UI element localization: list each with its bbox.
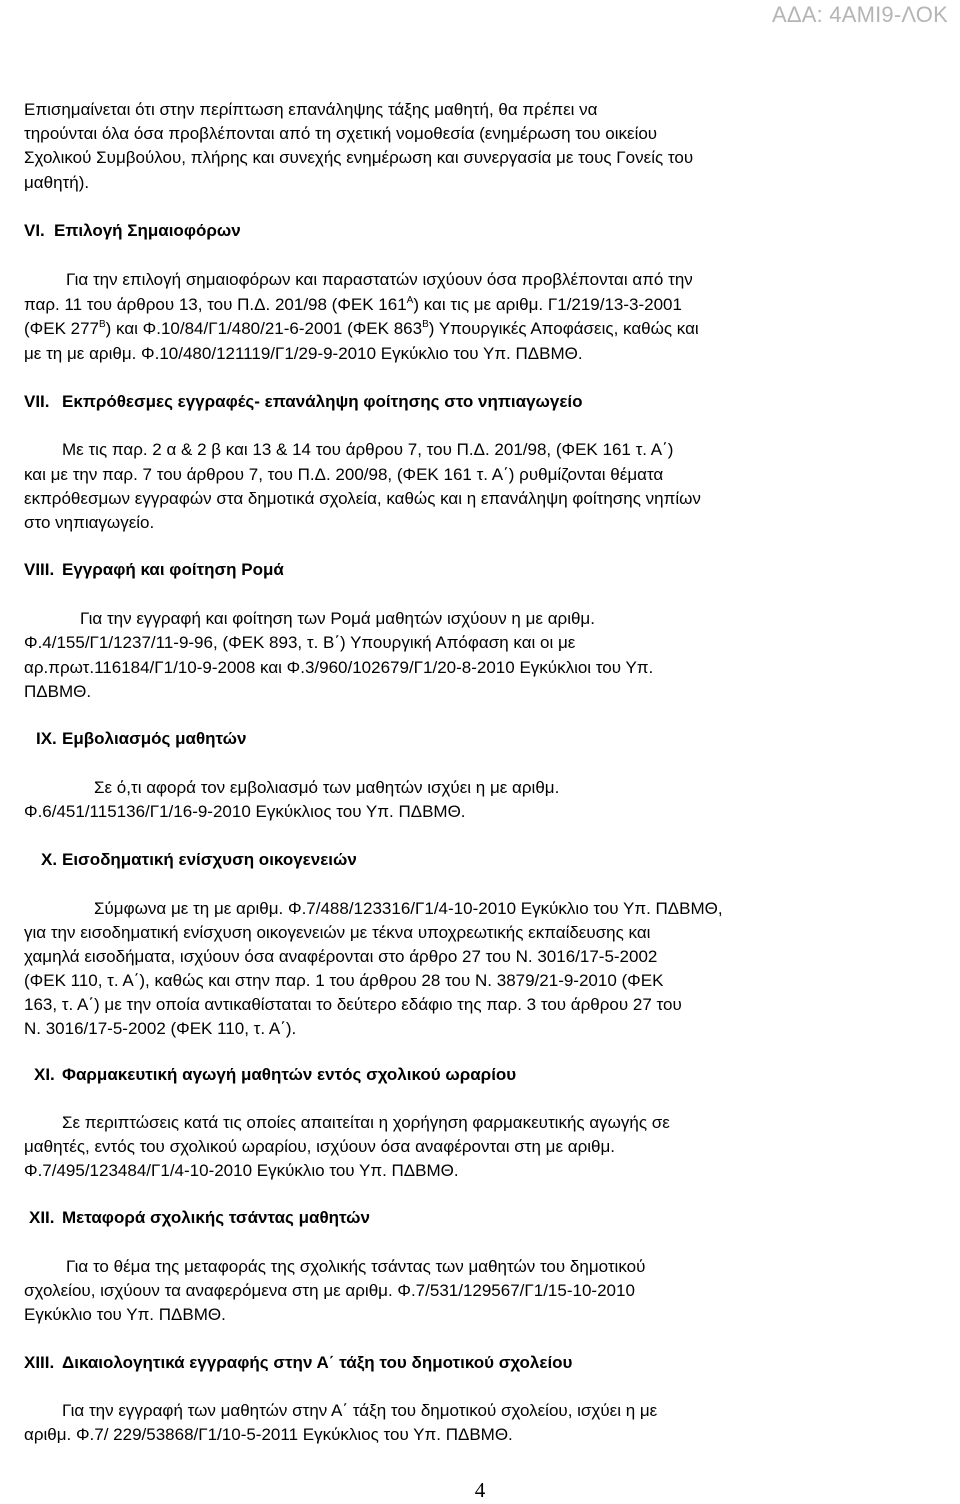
text-line: 163, τ. Α΄) με την οποία αντικαθίσταται το δεύτερο εδάφιο της παρ. 3 του άρθρου 27 του <box>24 995 682 1014</box>
text-line: (ΦΕΚ $277^B$) και Φ.10/84/Γ1/480/21-6-2001 (ΦΕΚ $863^B$) Υπουργικές Αποφάσεις, καθώς και <box>24 319 699 338</box>
text-line: Για την εγγραφή και φοίτηση των Ρομά μαθητών ισχύουν η με αριθμ. <box>80 609 595 628</box>
page-number: 4 <box>474 1478 486 1502</box>
text-line: ΠΔΒΜΘ. <box>24 682 92 701</box>
text-line: Επισημαίνεται ότι στην περίπτωση επανάληψης τάξης μαθητή, θα πρέπει να <box>24 100 598 119</box>
text-line: Για την εγγραφή των μαθητών στην Α΄ τάξη του δημοτικού σχολείου, ισχύει η με <box>62 1401 658 1420</box>
text-line: Σύμφωνα με τη με αριθμ. Φ.7/488/123316/Γ1/4-10-2010 Εγκύκλιο του Υπ. ΠΔΒΜΘ, <box>94 899 723 918</box>
text-line: Σε περιπτώσεις κατά τις οποίες απαιτείται η χορήγηση φαρμακευτικής αγωγής σε <box>62 1113 670 1132</box>
text-line: Σχολικού Συμβούλου, πλήρης και συνεχής ενημέρωση και συνεργασία με τους Γονείς του <box>24 148 694 167</box>
section-title: Επιλογή Σημαιοφόρων <box>54 221 241 240</box>
text-line: Για την επιλογή σημαιοφόρων και παραστατών ισχύουν όσα προβλέπονται από την <box>66 270 693 289</box>
section-numeral: XIII. <box>24 1353 55 1372</box>
section-title: Εγγραφή και φοίτηση Ρομά <box>62 560 284 579</box>
text-line: Με τις παρ. 2 α & 2 β και 13 & 14 του άρθρου 7, του Π.Δ. 201/98, (ΦΕΚ 161 τ. Α΄) <box>62 440 674 459</box>
section-title: Μεταφορά σχολικής τσάντας μαθητών <box>62 1208 370 1227</box>
text-line: αριθμ. Φ.7/ 229/53868/Γ1/10-5-2011 Εγκύκλιος του Υπ. ΠΔΒΜΘ. <box>24 1425 513 1444</box>
section-title: Εκπρόθεσμες εγγραφές- επανάληψη φοίτησης στο νηπιαγωγείο <box>62 392 583 411</box>
text-line: με τη με αριθμ. Φ.10/480/121119/Γ1/29-9-2010 Εγκύκλιο του Υπ. ΠΔΒΜΘ. <box>24 344 583 363</box>
text-line: χαμηλά εισοδήματα, ισχύουν όσα αναφέρονται στο άρθρο 27 του Ν. 3016/17-5-2002 <box>24 947 658 966</box>
text-line: εκπρόθεσμων εγγραφών στα δημοτικά σχολεία, καθώς και η επανάληψη φοίτησης νηπίων <box>24 489 701 508</box>
section-numeral: XII. <box>29 1208 55 1227</box>
text-line: τηρούνται όλα όσα προβλέπονται από τη σχετική νομοθεσία (ενημέρωση του οικείου <box>24 124 658 143</box>
section-title: Φαρμακευτική αγωγή μαθητών εντός σχολικού ωραρίου <box>62 1065 517 1084</box>
text-line: αρ.πρωτ.116184/Γ1/10-9-2008 και Φ.3/960/102679/Γ1/20-8-2010 Εγκύκλιοι του Υπ. <box>24 658 654 677</box>
section-numeral: IX. <box>36 729 57 748</box>
text-line: για την εισοδηματική ενίσχυση οικογενειών με τέκνα υποχρεωτικής εκπαίδευσης και <box>24 923 651 942</box>
text-line: Για το θέμα της μεταφοράς της σχολικής τσάντας των μαθητών του δημοτικού <box>66 1257 646 1276</box>
text-line: παρ. 11 του άρθρου 13, του Π.Δ. 201/98 (ΦΕΚ $161^A$) και τις με αριθμ. Γ1/219/13-3-2001 <box>24 295 682 314</box>
ada-identifier: ΑΔΑ: 4ΑΜΙ9-ΛΟΚ <box>772 2 948 27</box>
section-title: Εμβολιασμός μαθητών <box>62 729 247 748</box>
section-title: Δικαιολογητικά εγγραφής στην Α΄ τάξη του δημοτικού σχολείου <box>62 1353 573 1372</box>
text-line: και με την παρ. 7 του άρθρου 7, του Π.Δ. 200/98, (ΦΕΚ 161 τ. Α΄) ρυθμίζονται θέματα <box>24 465 664 484</box>
text-line: Φ.6/451/115136/Γ1/16-9-2010 Εγκύκλιος του Υπ. ΠΔΒΜΘ. <box>24 802 466 821</box>
section-title: Εισοδηματική ενίσχυση οικογενειών <box>62 850 357 869</box>
text-line: (ΦΕΚ 110, τ. Α΄), καθώς και στην παρ. 1 του άρθρου 28 του Ν. 3879/21-9-2010 (ΦΕΚ <box>24 971 664 990</box>
text-line: Σε ό,τι αφορά τον εμβολιασμό των μαθητών ισχύει η με αριθμ. <box>94 778 560 797</box>
section-numeral: XI. <box>34 1065 55 1084</box>
text-line: Εγκύκλιο του Υπ. ΠΔΒΜΘ. <box>24 1305 226 1324</box>
text-line: Ν. 3016/17-5-2002 (ΦΕΚ 110, τ. Α΄). <box>24 1019 297 1038</box>
text-line: μαθητές, εντός του σχολικού ωραρίου, ισχύουν όσα αναφέρονται στη με αριθμ. <box>24 1137 616 1156</box>
text-line: μαθητή). <box>24 173 90 192</box>
text-line: σχολείου, ισχύουν τα αναφερόμενα στη με αριθμ. Φ.7/531/129567/Γ1/15-10-2010 <box>24 1281 635 1300</box>
section-numeral: X. <box>41 850 58 869</box>
section-numeral: VI. <box>24 221 45 240</box>
section-numeral: VII. <box>24 392 50 411</box>
text-line: Φ.7/495/123484/Γ1/4-10-2010 Εγκύκλιο του Υπ. ΠΔΒΜΘ. <box>24 1161 459 1180</box>
section-numeral: VIII. <box>24 560 55 579</box>
text-line: στο νηπιαγωγείο. <box>24 513 155 532</box>
text-line: Φ.4/155/Γ1/1237/11-9-96, (ΦΕΚ 893, τ. Β΄) Υπουργική Απόφαση και οι με <box>24 633 576 652</box>
